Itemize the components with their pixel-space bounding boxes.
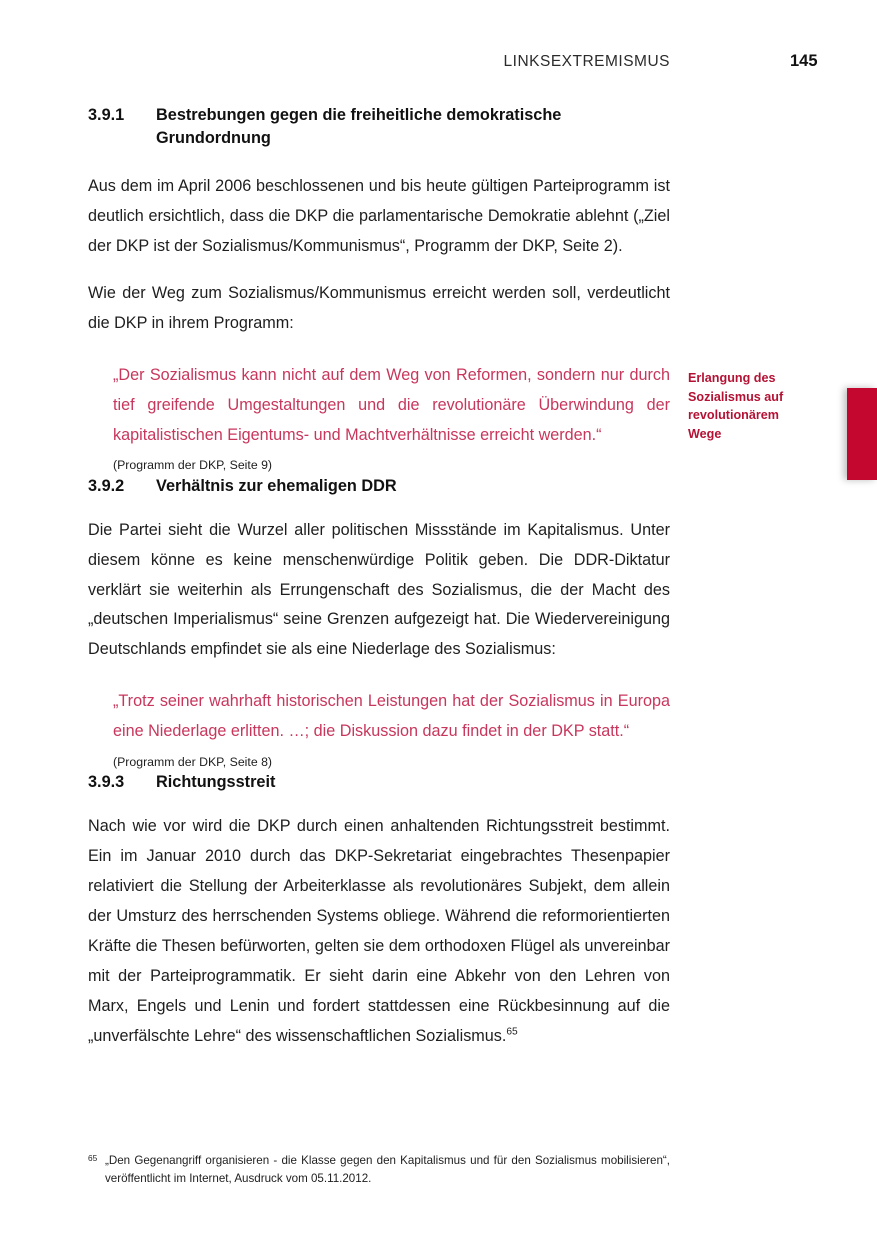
- margin-note: Erlangung des Sozialismus auf revolutionärem Wege: [688, 371, 784, 441]
- quote-source: (Programm der DKP, Seite 8): [113, 754, 273, 769]
- section-title: Bestrebungen gegen die freiheitliche demokratische Grundordnung: [156, 106, 562, 148]
- quote-source: (Programm der DKP, Seite 9): [113, 458, 273, 473]
- footnote-block: [88, 1152, 670, 1188]
- quote-block: [88, 687, 670, 771]
- running-header: [0, 53, 877, 79]
- section-number: 3.9.3: [88, 773, 125, 792]
- page-number: 145: [790, 52, 818, 70]
- section-heading-3-9-2: [88, 475, 670, 498]
- chapter-thumb-tab: [847, 388, 877, 480]
- footnote-reference[interactable]: 65: [506, 1026, 518, 1038]
- quote-text: „Trotz seiner wahrhaft historischen Leistungen hat der Sozialismus in Europa eine Niederlage erlitten. …; die Diskussion dazu findet in der DKP statt.“: [113, 692, 670, 741]
- section-number: 3.9.1: [88, 106, 125, 124]
- quote-block: [88, 361, 670, 475]
- paragraph: Die Partei sieht die Wurzel aller politischen Missstände im Kapitalismus. Unter diesem könne es keine menschenwürdige Politik geben. Die DDR-Diktatur verklärt sie weiterhin als Errungenschaft des Sozialismus, die der Macht des „deutschen Imperialismus“ seine Grenzen aufgezeigt hat. Die Wiedervereinigung Deutschlands empfindet sie als eine Niederlage des Sozialismus:: [88, 520, 670, 659]
- body-column: [88, 104, 670, 1051]
- paragraph-text: Nach wie vor wird die DKP durch einen anhaltenden Richtungsstreit bestimmt. Ein im Januar 2010 durch das DKP-Sekretariat eingebrachtes Thesenpapier relativiert die Stellung der Arbeiterklasse als revolutionäres Subjekt, dem allein der Umsturz des herrschenden Systems obliege. Während die reformorientierten Kräfte die Thesen befürworten, gelten sie dem orthodoxen Flügel als unvereinbar mit der Parteiprogrammatik. Er sieht darin eine Abkehr von den Lehren von Marx, Engels und Lenin und fordert stattdessen eine Rückbesinnung auf die „unverfälschte Lehre“ des wissenschaftlichen Sozialismus.: [88, 817, 670, 1045]
- quote-text: „Der Sozialismus kann nicht auf dem Weg von Reformen, sondern nur durch tief greifende Umgestaltungen und die revolutionäre Überwindung der kapitalistischen Eigentums- und Machtverhältnisse erreicht werden.“: [113, 365, 670, 444]
- section-title: Verhältnis zur ehemaligen DDR: [156, 476, 397, 495]
- header-chapter-title: LINKSEXTREMISMUS: [503, 53, 670, 70]
- section-number: 3.9.2: [88, 476, 125, 495]
- section-title: Richtungsstreit: [156, 773, 276, 792]
- paragraph: Aus dem im April 2006 beschlossenen und bis heute gültigen Parteiprogramm ist deutlich ersichtlich, dass die DKP die parlamentarische Demokratie ablehnt („Ziel der DKP ist der Sozialismus/Kommunismus“, Programm der DKP, Seite 2).: [88, 177, 670, 256]
- footnote-marker: 65: [88, 1153, 98, 1163]
- paragraph: [88, 812, 670, 1051]
- footnote-text: „Den Gegenangriff organisieren - die Klasse gegen den Kapitalismus und für den Sozialismus mobilisieren“, veröffentlicht im Internet, Ausdruck vom 05.11.2012.: [105, 1154, 670, 1185]
- section-heading-3-9-1: [88, 104, 670, 150]
- section-heading-3-9-3: [88, 771, 670, 794]
- paragraph: Wie der Weg zum Sozialismus/Kommunismus erreicht werden soll, verdeutlicht die DKP in ihrem Programm:: [88, 283, 670, 332]
